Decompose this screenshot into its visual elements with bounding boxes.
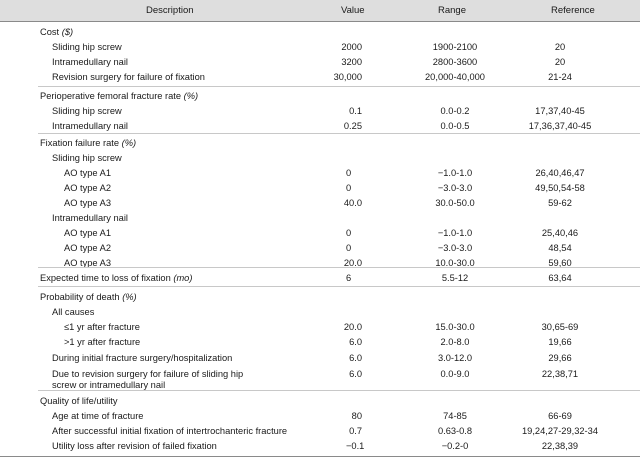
row-label-text: Age at time of fracture: [52, 411, 144, 421]
row-label-text: Probability of death: [40, 292, 120, 302]
section-divider: [38, 133, 640, 134]
row-label: [64, 337, 140, 348]
row-label: [40, 292, 137, 303]
row-value: −0.1: [346, 441, 365, 451]
row-label-text: During initial fracture surgery/hospitalization: [52, 353, 233, 363]
row-range: 2800-3600: [432, 57, 478, 67]
row-label: [52, 72, 205, 83]
row-label: [52, 106, 122, 117]
row-label: [52, 213, 128, 224]
row-range: 30.0-50.0: [435, 198, 475, 208]
row-label: [40, 91, 198, 102]
row-label-text: Utility loss after revision of failed fixation: [52, 441, 217, 451]
row-value: 0: [346, 243, 352, 253]
row-unit: (%): [183, 91, 199, 101]
row-label: [52, 441, 217, 452]
row-value: 6.0: [349, 369, 362, 379]
row-label-text: Quality of life/utility: [40, 396, 118, 406]
row-reference: 29,66: [548, 353, 572, 363]
row-label: [40, 273, 192, 284]
row-range: 10.0-30.0: [435, 258, 475, 268]
row-value: 0.1: [349, 106, 362, 116]
row-label: [52, 353, 232, 364]
row-label-text: AO type A3: [64, 258, 112, 268]
row-label-text: All causes: [52, 307, 95, 317]
section-divider: [38, 390, 640, 391]
row-reference: 20: [554, 57, 566, 67]
row-reference: 17,37,40-45: [535, 106, 585, 116]
row-label: [64, 243, 111, 254]
row-value: 80: [351, 411, 362, 421]
row-reference: 49,50,54-58: [535, 183, 585, 193]
table-header: [0, 0, 640, 22]
row-label-text: AO type A3: [64, 198, 112, 208]
row-reference: 59-62: [548, 198, 572, 208]
row-range: 0.0-9.0: [440, 369, 470, 379]
row-value: 2000: [341, 42, 362, 52]
row-label-text: AO type A1: [64, 228, 112, 238]
row-reference: 21-24: [548, 72, 572, 82]
row-label: [64, 183, 111, 194]
row-value: 0.25: [343, 121, 362, 131]
row-label-text: AO type A2: [64, 183, 112, 193]
row-value: 3200: [341, 57, 362, 67]
header-reference: Reference: [551, 5, 595, 16]
section-divider: [38, 86, 640, 87]
row-value: 20.0: [343, 258, 362, 268]
row-reference: 25,40,46: [541, 228, 579, 238]
row-reference: 17,36,37,40-45: [528, 121, 592, 131]
row-label-text: Sliding hip screw: [52, 106, 122, 116]
row-value: 6: [346, 273, 352, 283]
section-divider: [38, 286, 640, 287]
row-label: [52, 153, 122, 164]
row-label: [40, 396, 118, 407]
row-range: −0.2-0: [441, 441, 469, 451]
row-range: 1900-2100: [432, 42, 478, 52]
row-range: 74-85: [443, 411, 467, 421]
row-reference: 19,66: [548, 337, 572, 347]
row-unit: ($): [61, 27, 74, 37]
row-value: 6.0: [349, 353, 362, 363]
row-reference: 30,65-69: [541, 322, 579, 332]
header-range: Range: [438, 5, 466, 16]
row-value: 0: [346, 183, 352, 193]
row-label: [40, 27, 73, 38]
row-reference: 22,38,39: [541, 441, 579, 451]
row-label-text: After successful initial fixation of intertrochanteric fracture: [52, 426, 288, 436]
row-label-text: AO type A2: [64, 243, 112, 253]
row-label-text: Intramedullary nail: [52, 121, 128, 131]
row-label-text: Perioperative femoral fracture rate: [40, 91, 182, 101]
row-range: 0.0-0.2: [440, 106, 470, 116]
row-reference: 63,64: [548, 273, 572, 283]
row-label: [52, 121, 128, 132]
row-value: 0.7: [349, 426, 362, 436]
row-label-text: Fixation failure rate: [40, 138, 120, 148]
row-label-continuation: screw or intramedullary nail: [52, 380, 166, 390]
row-range: −3.0-3.0: [437, 183, 473, 193]
row-label: [52, 57, 128, 68]
row-label-text: Revision surgery for failure of fixation: [52, 72, 205, 82]
row-label: [40, 138, 136, 149]
row-reference: 19,24,27-29,32-34: [522, 426, 598, 436]
row-label-text: Due to revision surgery for failure of sliding hip: [52, 369, 244, 379]
row-value: 0: [346, 168, 352, 178]
row-label: [52, 307, 94, 318]
row-range: −3.0-3.0: [437, 243, 473, 253]
row-reference: 48,54: [548, 243, 572, 253]
row-range: −1.0-1.0: [437, 228, 473, 238]
row-label-text: Sliding hip screw: [52, 153, 122, 163]
row-label-text: Cost: [40, 27, 60, 37]
row-label: [64, 322, 140, 333]
row-unit: (mo): [173, 273, 193, 283]
row-reference: 66-69: [548, 411, 572, 421]
header-value: Value: [341, 5, 365, 16]
row-label: [64, 198, 111, 209]
row-range: 15.0-30.0: [435, 322, 475, 332]
row-value: 0: [346, 228, 352, 238]
row-range: 3.0-12.0: [437, 353, 473, 363]
row-label: [52, 42, 122, 53]
row-label-text: Expected time to loss of fixation: [40, 273, 171, 283]
row-label: [52, 369, 243, 391]
row-label-text: AO type A1: [64, 168, 112, 178]
row-unit: (%): [122, 292, 137, 302]
row-reference: 20: [554, 42, 566, 52]
row-range: −1.0-1.0: [437, 168, 473, 178]
row-label-text: >1 yr after fracture: [64, 337, 141, 347]
row-label: [64, 168, 111, 179]
header-description: Description: [146, 5, 194, 16]
row-range: 5.5-12: [441, 273, 469, 283]
row-unit: (%): [121, 138, 137, 148]
row-value: 20.0: [343, 322, 362, 332]
row-reference: 26,40,46,47: [535, 168, 585, 178]
section-divider: [38, 267, 640, 268]
row-range: 0.0-0.5: [440, 121, 470, 131]
row-label-text: Intramedullary nail: [52, 57, 128, 67]
row-range: 2.0-8.0: [440, 337, 470, 347]
row-label-text: Intramedullary nail: [52, 213, 128, 223]
row-label: [64, 228, 111, 239]
row-reference: 22,38,71: [541, 369, 579, 379]
row-value: 40.0: [343, 198, 362, 208]
row-label-text: ≤1 yr after fracture: [64, 322, 140, 332]
row-reference: 59,60: [548, 258, 572, 268]
row-label-text: Sliding hip screw: [52, 42, 122, 52]
row-value: 6.0: [349, 337, 362, 347]
row-label: [52, 426, 287, 437]
row-value: 30,000: [333, 72, 362, 82]
row-range: 20,000-40,000: [425, 72, 485, 82]
row-label: [52, 411, 143, 422]
row-range: 0.63-0.8: [437, 426, 473, 436]
